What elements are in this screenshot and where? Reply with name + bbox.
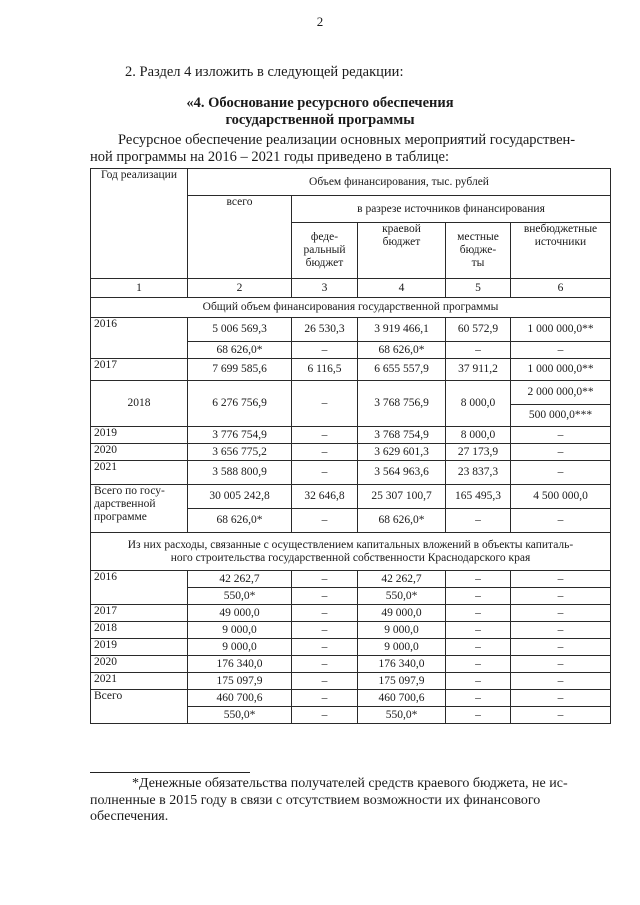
table-cell: – xyxy=(292,571,358,588)
table-cell: 176 340,0 xyxy=(188,656,292,673)
table-cell: 42 262,7 xyxy=(358,571,446,588)
table-row xyxy=(91,427,611,444)
table-row xyxy=(91,318,611,342)
header-total: всего xyxy=(188,196,292,279)
table-row xyxy=(91,571,611,588)
footnote-line: полненные в 2015 году в связи с отсутствием возможности их финансового xyxy=(90,792,541,808)
table-cell: – xyxy=(446,690,511,707)
table-cell: – xyxy=(292,461,358,485)
table-cell: – xyxy=(446,605,511,622)
table-cell: – xyxy=(511,656,611,673)
table-cell: – xyxy=(292,381,358,427)
table-cell: – xyxy=(292,707,358,724)
year-cell: 2021 xyxy=(91,673,188,690)
table-row xyxy=(91,673,611,690)
table-cell: – xyxy=(292,656,358,673)
table-cell: – xyxy=(511,673,611,690)
table-cell: 25 307 100,7 xyxy=(358,485,446,509)
table-cell: 6 276 756,9 xyxy=(188,381,292,427)
column-number: 2 xyxy=(188,279,292,298)
table-cell: – xyxy=(446,639,511,656)
table-cell: – xyxy=(292,444,358,461)
table-cell: 6 116,5 xyxy=(292,359,358,381)
table-cell: 3 768 754,9 xyxy=(358,427,446,444)
table-cell: 3 588 800,9 xyxy=(188,461,292,485)
table-row xyxy=(91,485,611,509)
table-cell: – xyxy=(511,639,611,656)
footnote xyxy=(90,776,610,826)
table-cell: 500 000,0*** xyxy=(511,405,611,427)
table-cell: – xyxy=(511,444,611,461)
table-cell: – xyxy=(446,509,511,533)
table-cell: 460 700,6 xyxy=(188,690,292,707)
table-cell: 9 000,0 xyxy=(358,639,446,656)
table-cell: 26 530,3 xyxy=(292,318,358,342)
year-cell: 2019 xyxy=(91,639,188,656)
table-cell: 9 000,0 xyxy=(188,622,292,639)
year-cell: 2017 xyxy=(91,605,188,622)
page-number: 2 xyxy=(316,14,324,29)
table-cell: – xyxy=(446,656,511,673)
year-cell: 2016 xyxy=(91,318,188,359)
intro-line: 2. Раздел 4 изложить в следующей редакции: xyxy=(125,64,404,80)
table-row xyxy=(91,279,611,298)
section-title: Из них расходы, связанные с осуществлением капитальных вложений в объекты капиталь- ного строительства государственной собственности Краснодарского края xyxy=(91,533,611,571)
table-cell: 68 626,0* xyxy=(188,509,292,533)
table-cell: – xyxy=(511,707,611,724)
table-cell: – xyxy=(446,622,511,639)
year-cell: 2020 xyxy=(91,656,188,673)
table-cell: – xyxy=(511,427,611,444)
table-cell: 32 646,8 xyxy=(292,485,358,509)
header-by-source: в разрезе источников финансирования xyxy=(292,196,611,223)
year-cell: 2020 xyxy=(91,444,188,461)
table-row xyxy=(91,605,611,622)
paragraph-line: Ресурсное обеспечение реализации основных мероприятий государствен- xyxy=(118,132,576,148)
year-cell: 2016 xyxy=(91,571,188,605)
year-cell: 2018 xyxy=(91,622,188,639)
header-volume: Объем финансирования, тыс. рублей xyxy=(188,169,611,196)
table-cell: – xyxy=(511,342,611,359)
table-cell: – xyxy=(292,605,358,622)
year-cell: 2021 xyxy=(91,461,188,485)
table-row xyxy=(91,298,611,318)
table-cell: – xyxy=(446,571,511,588)
table-cell: 175 097,9 xyxy=(188,673,292,690)
table-cell: 3 656 775,2 xyxy=(188,444,292,461)
table-cell: 9 000,0 xyxy=(188,639,292,656)
column-number: 6 xyxy=(511,279,611,298)
header-extra: внебюджетные источники xyxy=(511,223,611,279)
column-number: 1 xyxy=(91,279,188,298)
table-row xyxy=(91,533,611,571)
table-cell: – xyxy=(292,673,358,690)
table-row xyxy=(91,381,611,405)
table-cell: – xyxy=(511,588,611,605)
intro-paragraph xyxy=(90,132,610,166)
table-cell: – xyxy=(511,605,611,622)
total-label: Всего xyxy=(91,690,188,724)
table-cell: – xyxy=(511,690,611,707)
table-row xyxy=(91,656,611,673)
table-row xyxy=(91,639,611,656)
table-cell: 550,0* xyxy=(188,707,292,724)
table-cell: 2 000 000,0** xyxy=(511,381,611,405)
table-cell: 550,0* xyxy=(188,588,292,605)
table-cell: 4 500 000,0 xyxy=(511,485,611,509)
table-cell: 3 768 756,9 xyxy=(358,381,446,427)
section-heading-line-2: государственной программы xyxy=(225,112,415,128)
table-row xyxy=(91,444,611,461)
table-cell: 9 000,0 xyxy=(358,622,446,639)
table-cell: 550,0* xyxy=(358,707,446,724)
table-cell: – xyxy=(292,622,358,639)
table-cell: 550,0* xyxy=(358,588,446,605)
table-cell: – xyxy=(511,571,611,588)
footnote-divider xyxy=(90,772,250,773)
header-regional: краевой бюджет xyxy=(358,223,446,279)
table-row xyxy=(91,461,611,485)
table-cell: 30 005 242,8 xyxy=(188,485,292,509)
table-cell: 1 000 000,0** xyxy=(511,318,611,342)
table-cell: 68 626,0* xyxy=(358,509,446,533)
table-cell: 68 626,0* xyxy=(188,342,292,359)
table-cell: – xyxy=(446,588,511,605)
table-cell: 7 699 585,6 xyxy=(188,359,292,381)
table-cell: – xyxy=(446,707,511,724)
table-cell: 49 000,0 xyxy=(188,605,292,622)
table-cell: – xyxy=(511,622,611,639)
table-cell: 42 262,7 xyxy=(188,571,292,588)
total-label: Всего по госу- дарственной программе xyxy=(91,485,188,533)
table-row xyxy=(91,169,611,196)
table-cell: 176 340,0 xyxy=(358,656,446,673)
table-cell: 3 919 466,1 xyxy=(358,318,446,342)
table-cell: 8 000,0 xyxy=(446,427,511,444)
table-cell: – xyxy=(511,509,611,533)
header-local: местные бюдже- ты xyxy=(446,223,511,279)
year-cell: 2019 xyxy=(91,427,188,444)
footnote-line: обеспечения. xyxy=(90,809,169,824)
year-cell: 2018 xyxy=(91,381,188,427)
paragraph-line: ной программы на 2016 – 2021 годы приведено в таблице: xyxy=(90,149,449,165)
table-cell: 460 700,6 xyxy=(358,690,446,707)
table-cell: 23 837,3 xyxy=(446,461,511,485)
table-cell: – xyxy=(292,588,358,605)
table-cell: 175 097,9 xyxy=(358,673,446,690)
table-cell: 5 006 569,3 xyxy=(188,318,292,342)
table-cell: 3 776 754,9 xyxy=(188,427,292,444)
table-cell: 60 572,9 xyxy=(446,318,511,342)
table-cell: 49 000,0 xyxy=(358,605,446,622)
table-cell: 3 564 963,6 xyxy=(358,461,446,485)
header-federal: феде- ральный бюджет xyxy=(292,223,358,279)
table-cell: – xyxy=(292,509,358,533)
footnote-line: *Денежные обязательства получателей средств краевого бюджета, не ис- xyxy=(132,776,568,791)
table-cell: – xyxy=(511,461,611,485)
table-cell: – xyxy=(292,342,358,359)
table-cell: – xyxy=(292,690,358,707)
section-title: Общий объем финансирования государственной программы xyxy=(91,298,611,318)
column-number: 5 xyxy=(446,279,511,298)
table-cell: 1 000 000,0** xyxy=(511,359,611,381)
section-heading-line-1: «4. Обоснование ресурсного обеспечения xyxy=(186,95,454,111)
header-year: Год реализации xyxy=(91,169,188,279)
table-cell: – xyxy=(446,342,511,359)
table-cell: – xyxy=(446,673,511,690)
column-number: 4 xyxy=(358,279,446,298)
table-cell: 68 626,0* xyxy=(358,342,446,359)
table-cell: – xyxy=(292,639,358,656)
table-cell: 6 655 557,9 xyxy=(358,359,446,381)
table-cell: 165 495,3 xyxy=(446,485,511,509)
table-row xyxy=(91,359,611,381)
table-cell: – xyxy=(292,427,358,444)
year-cell: 2017 xyxy=(91,359,188,381)
funding-table xyxy=(90,168,611,724)
table-row xyxy=(91,622,611,639)
table-row xyxy=(91,690,611,707)
table-cell: 3 629 601,3 xyxy=(358,444,446,461)
column-number: 3 xyxy=(292,279,358,298)
table-cell: 27 173,9 xyxy=(446,444,511,461)
table-cell: 8 000,0 xyxy=(446,381,511,427)
table-cell: 37 911,2 xyxy=(446,359,511,381)
